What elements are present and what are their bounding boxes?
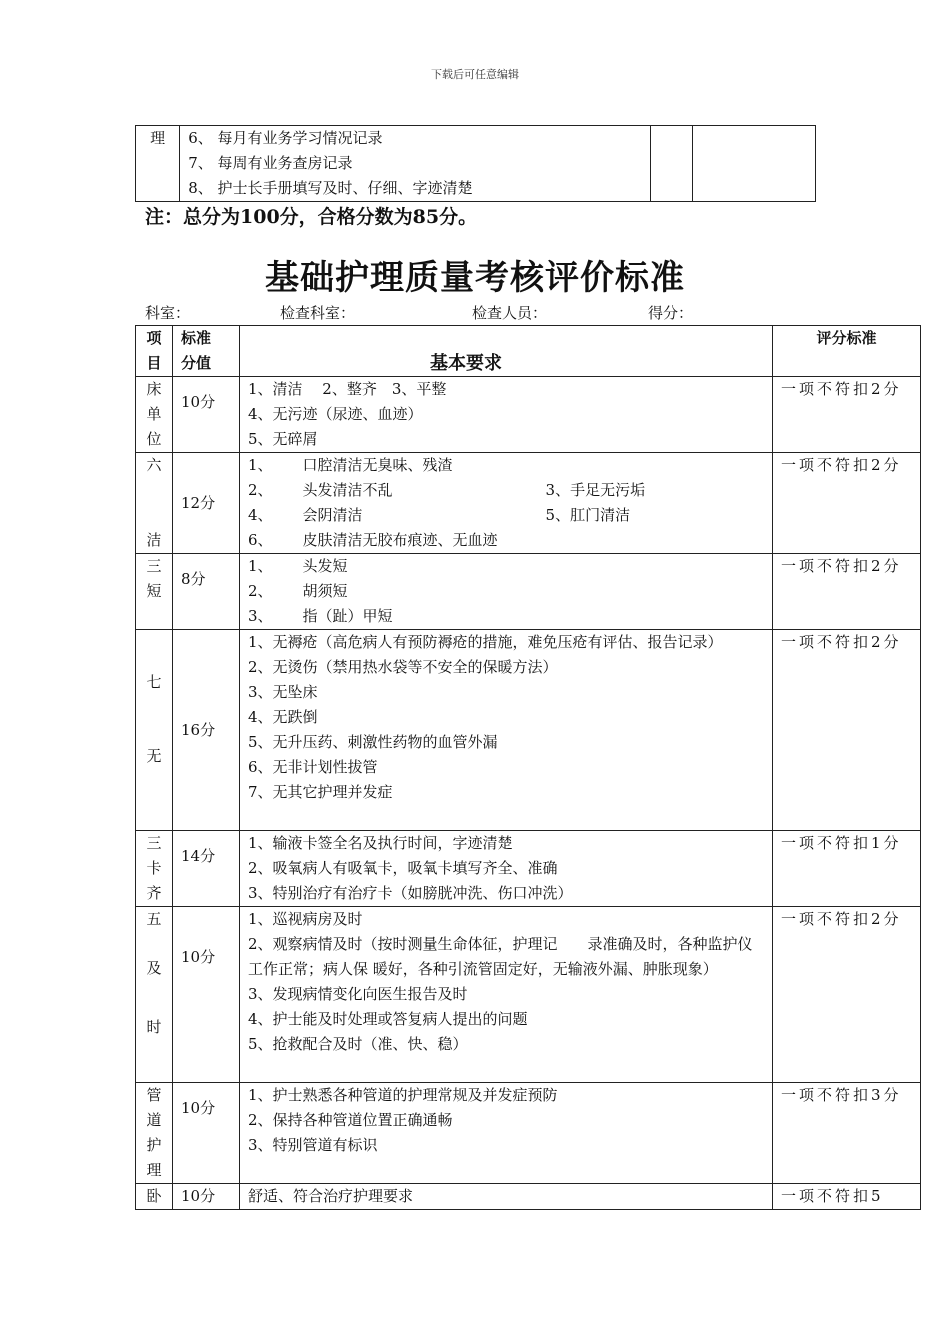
standard-cell: 一项不符扣2分: [773, 377, 921, 453]
requirement-line: 6、无非计划性拔管: [248, 758, 378, 776]
requirement-line: 2、保持各种管道位置正确通畅: [248, 1111, 453, 1129]
continued-table: [135, 125, 816, 202]
requirement-line: 3、 指（趾）甲短: [248, 607, 393, 625]
score-cell: 10分: [173, 377, 240, 453]
item-cell: 七 无: [136, 630, 173, 831]
requirement-line: 2、 胡须短: [248, 582, 348, 600]
inspector-label: 检查人员：: [472, 304, 548, 322]
requirement-line: 1、护士熟悉各种管道的护理常规及并发症预防: [248, 1086, 558, 1104]
score-label: 得分：: [648, 304, 694, 322]
table-row: [136, 907, 921, 1083]
header-standard: 评分标准: [773, 326, 921, 377]
requirement-line: 4、无污迹（尿迹、血迹）: [248, 405, 423, 423]
requirement-line: 4、无跌倒: [248, 708, 318, 726]
requirement-line: 1、巡视病房及时: [248, 910, 363, 928]
header-requirements: 基本要求: [240, 326, 773, 377]
dept-label: 科室：: [145, 304, 191, 322]
table-row: [136, 453, 921, 554]
evaluation-table: [135, 325, 921, 1210]
standard-cell: 一项不符扣2分: [773, 554, 921, 630]
requirement-line: 2、 头发清洁不乱 3、手足无污垢: [248, 481, 646, 499]
table-header-row: [136, 326, 921, 377]
requirements-cell: [240, 453, 773, 554]
table-row: [136, 1184, 921, 1210]
requirement-line: 7、 每周有业务查房记录: [188, 154, 353, 172]
item-cell: 三 短: [136, 554, 173, 630]
standard-cell: 一项不符扣3分: [773, 1083, 921, 1184]
requirement-line: 4、 会阴清洁 5、肛门清洁: [248, 506, 631, 524]
score-cell: 10分: [173, 1083, 240, 1184]
requirement-line: 1、输液卡签全名及执行时间，字迹清楚: [248, 834, 513, 852]
requirement-line: 1、 口腔清洁无臭味、残渣: [248, 456, 453, 474]
requirement-line: 6、 皮肤清洁无胶布痕迹、无血迹: [248, 531, 498, 549]
item-cell: 六 洁: [136, 453, 173, 554]
table-row: [136, 831, 921, 907]
score-cell: 16分: [173, 630, 240, 831]
page-header-note: 下载后可任意编辑: [431, 68, 519, 81]
check-dept-label: 检查科室：: [280, 304, 356, 322]
requirement-line: 7、无其它护理并发症: [248, 783, 393, 801]
item-cell: 五 及 时: [136, 907, 173, 1083]
score-cell: 10分: [173, 1184, 240, 1210]
requirement-line: 1、 头发短: [248, 557, 348, 575]
table-row: [136, 1083, 921, 1184]
requirement-line: 2、观察病情及时（按时测量生命体征，护理记 录准确及时，各种监护仪工作正常；病人保 暖好，各种引流管固定好，无输液外漏、肿胀现象）: [248, 935, 753, 978]
requirements-cell: [240, 1083, 773, 1184]
requirement-line: 3、特别治疗有治疗卡（如膀胱冲洗、伤口冲洗）: [248, 884, 573, 902]
standard-cell: 一项不符扣5: [773, 1184, 921, 1210]
requirement-line: 8、 护士长手册填写及时、仔细、字迹清楚: [188, 179, 473, 197]
standard-cell: 一项不符扣2分: [773, 630, 921, 831]
item-cell: 卧: [136, 1184, 173, 1210]
requirement-line: 5、无碎屑: [248, 430, 318, 448]
item-cell: 理: [136, 126, 180, 202]
requirements-cell: [240, 1184, 773, 1210]
requirements-cell: [240, 831, 773, 907]
header-item: 项 目: [136, 326, 173, 377]
requirement-line: 2、无烫伤（禁用热水袋等不安全的保暖方法）: [248, 658, 558, 676]
score-cell: 8分: [173, 554, 240, 630]
requirement-line: 5、无升压药、刺激性药物的血管外漏: [248, 733, 498, 751]
table-row: [136, 377, 921, 453]
requirement-line: 3、无坠床: [248, 683, 318, 701]
standard-cell: 一项不符扣2分: [773, 453, 921, 554]
score-cell: 14分: [173, 831, 240, 907]
score-cell: 12分: [173, 453, 240, 554]
requirements-cell: [180, 126, 651, 202]
requirement-line: 4、护士能及时处理或答复病人提出的问题: [248, 1010, 528, 1028]
empty-cell: [651, 126, 693, 202]
requirement-line: 2、吸氧病人有吸氧卡，吸氧卡填写齐全、准确: [248, 859, 558, 877]
standard-cell: 一项不符扣1分: [773, 831, 921, 907]
standard-cell: 一项不符扣2分: [773, 907, 921, 1083]
requirements-cell: [240, 907, 773, 1083]
score-cell: 10分: [173, 907, 240, 1083]
requirement-line: 5、抢救配合及时（准、快、稳）: [248, 1035, 468, 1053]
header-score: 标准 分值: [173, 326, 240, 377]
requirements-cell: [240, 554, 773, 630]
table-row: [136, 630, 921, 831]
requirements-cell: [240, 377, 773, 453]
item-cell: 管 道 护 理: [136, 1083, 173, 1184]
empty-cell: [693, 126, 816, 202]
requirement-line: 6、 每月有业务学习情况记录: [188, 129, 383, 147]
requirements-cell: [240, 630, 773, 831]
item-cell: 床 单 位: [136, 377, 173, 453]
table-row: [136, 554, 921, 630]
requirement-line: 1、清洁 2、整齐 3、平整: [248, 380, 447, 398]
requirement-line: 3、发现病情变化向医生报告及时: [248, 985, 468, 1003]
requirement-line: 舒适、符合治疗护理要求: [248, 1187, 414, 1205]
item-cell: 三 卡 齐: [136, 831, 173, 907]
total-score-note: 注：总分为100分，合格分数为85分。: [145, 206, 478, 228]
page-title: 基础护理质量考核评价标准: [265, 258, 685, 298]
requirement-line: 1、无褥疮（高危病人有预防褥疮的措施，难免压疮有评估、报告记录）: [248, 633, 723, 651]
requirement-line: 3、特别管道有标识: [248, 1136, 378, 1154]
